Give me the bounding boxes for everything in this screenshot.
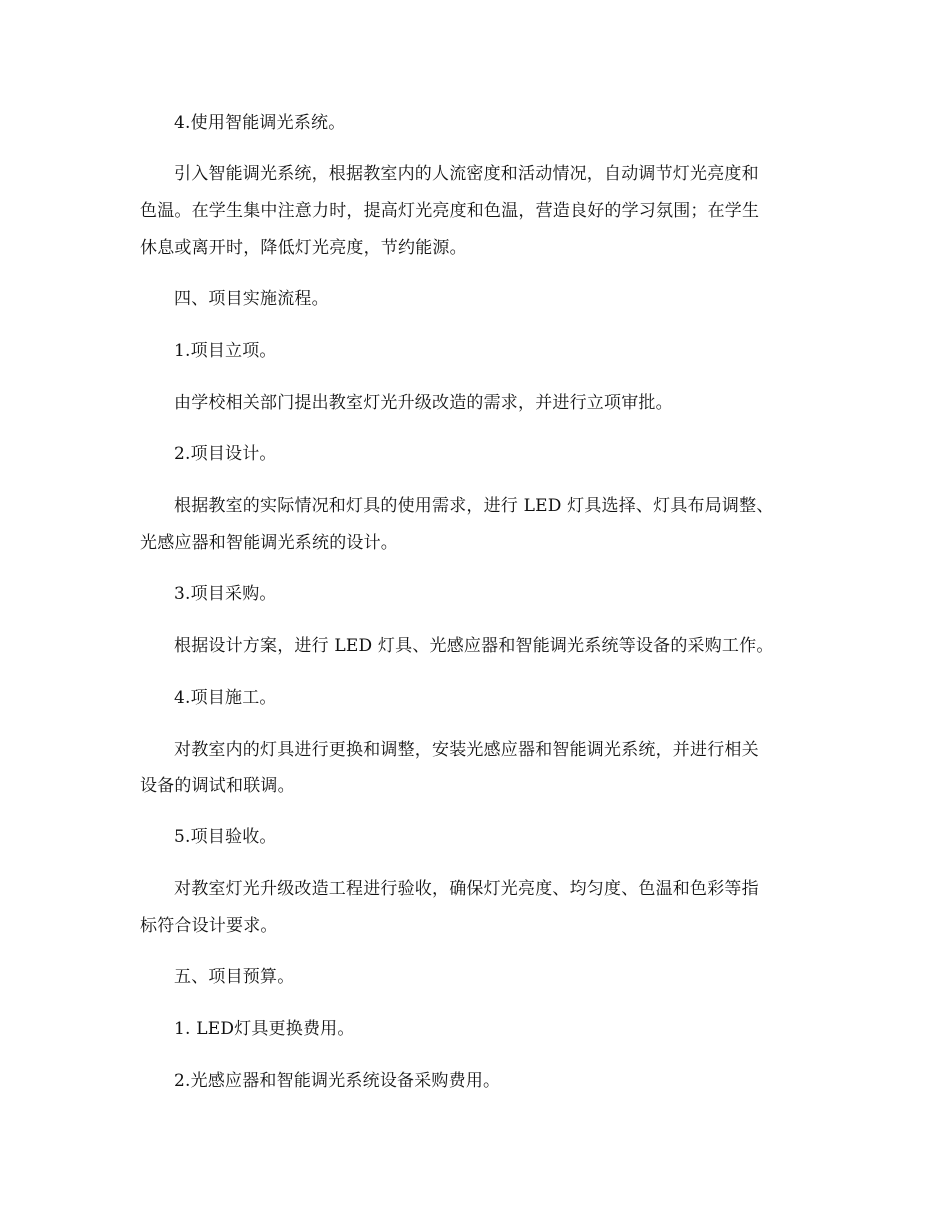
paragraph-line: 色温。在学生集中注意力时，提高灯光亮度和色温，营造良好的学习氛围；在学生 <box>140 201 760 221</box>
subsection-heading: 4.项目施工。 <box>174 688 277 708</box>
subsection-heading: 1.项目立项。 <box>174 341 277 361</box>
subsection-heading: 4.使用智能调光系统。 <box>174 113 346 133</box>
subsection-heading: 2.项目设计。 <box>174 444 277 464</box>
paragraph-line: 设备的调试和联调。 <box>140 776 295 796</box>
paragraph-line: 标符合设计要求。 <box>140 916 278 936</box>
list-item: 2.光感应器和智能调光系统设备采购费用。 <box>174 1071 501 1091</box>
subsection-heading: 5.项目验收。 <box>174 827 277 847</box>
paragraph-line: 对教室内的灯具进行更换和调整，安装光感应器和智能调光系统，并进行相关 <box>174 740 759 760</box>
paragraph-line: 光感应器和智能调光系统的设计。 <box>140 533 398 553</box>
paragraph-line: 对教室灯光升级改造工程进行验收，确保灯光亮度、均匀度、色温和色彩等指 <box>174 879 759 899</box>
paragraph-line: 休息或离开时，降低灯光亮度，节约能源。 <box>140 238 467 258</box>
paragraph-line: 引入智能调光系统，根据教室内的人流密度和活动情况，自动调节灯光亮度和 <box>174 164 759 184</box>
section-heading: 五、项目预算。 <box>174 967 295 987</box>
paragraph-line: 根据教室的实际情况和灯具的使用需求，进行 LED 灯具选择、灯具布局调整、 <box>174 496 774 516</box>
paragraph-line: 由学校相关部门提出教室灯光升级改造的需求，并进行立项审批。 <box>174 393 673 413</box>
list-item: 1. LED灯具更换费用。 <box>174 1019 355 1039</box>
section-heading: 四、项目实施流程。 <box>174 289 329 309</box>
subsection-heading: 3.项目采购。 <box>174 584 277 604</box>
paragraph-line: 根据设计方案，进行 LED 灯具、光感应器和智能调光系统等设备的采购工作。 <box>174 636 774 656</box>
